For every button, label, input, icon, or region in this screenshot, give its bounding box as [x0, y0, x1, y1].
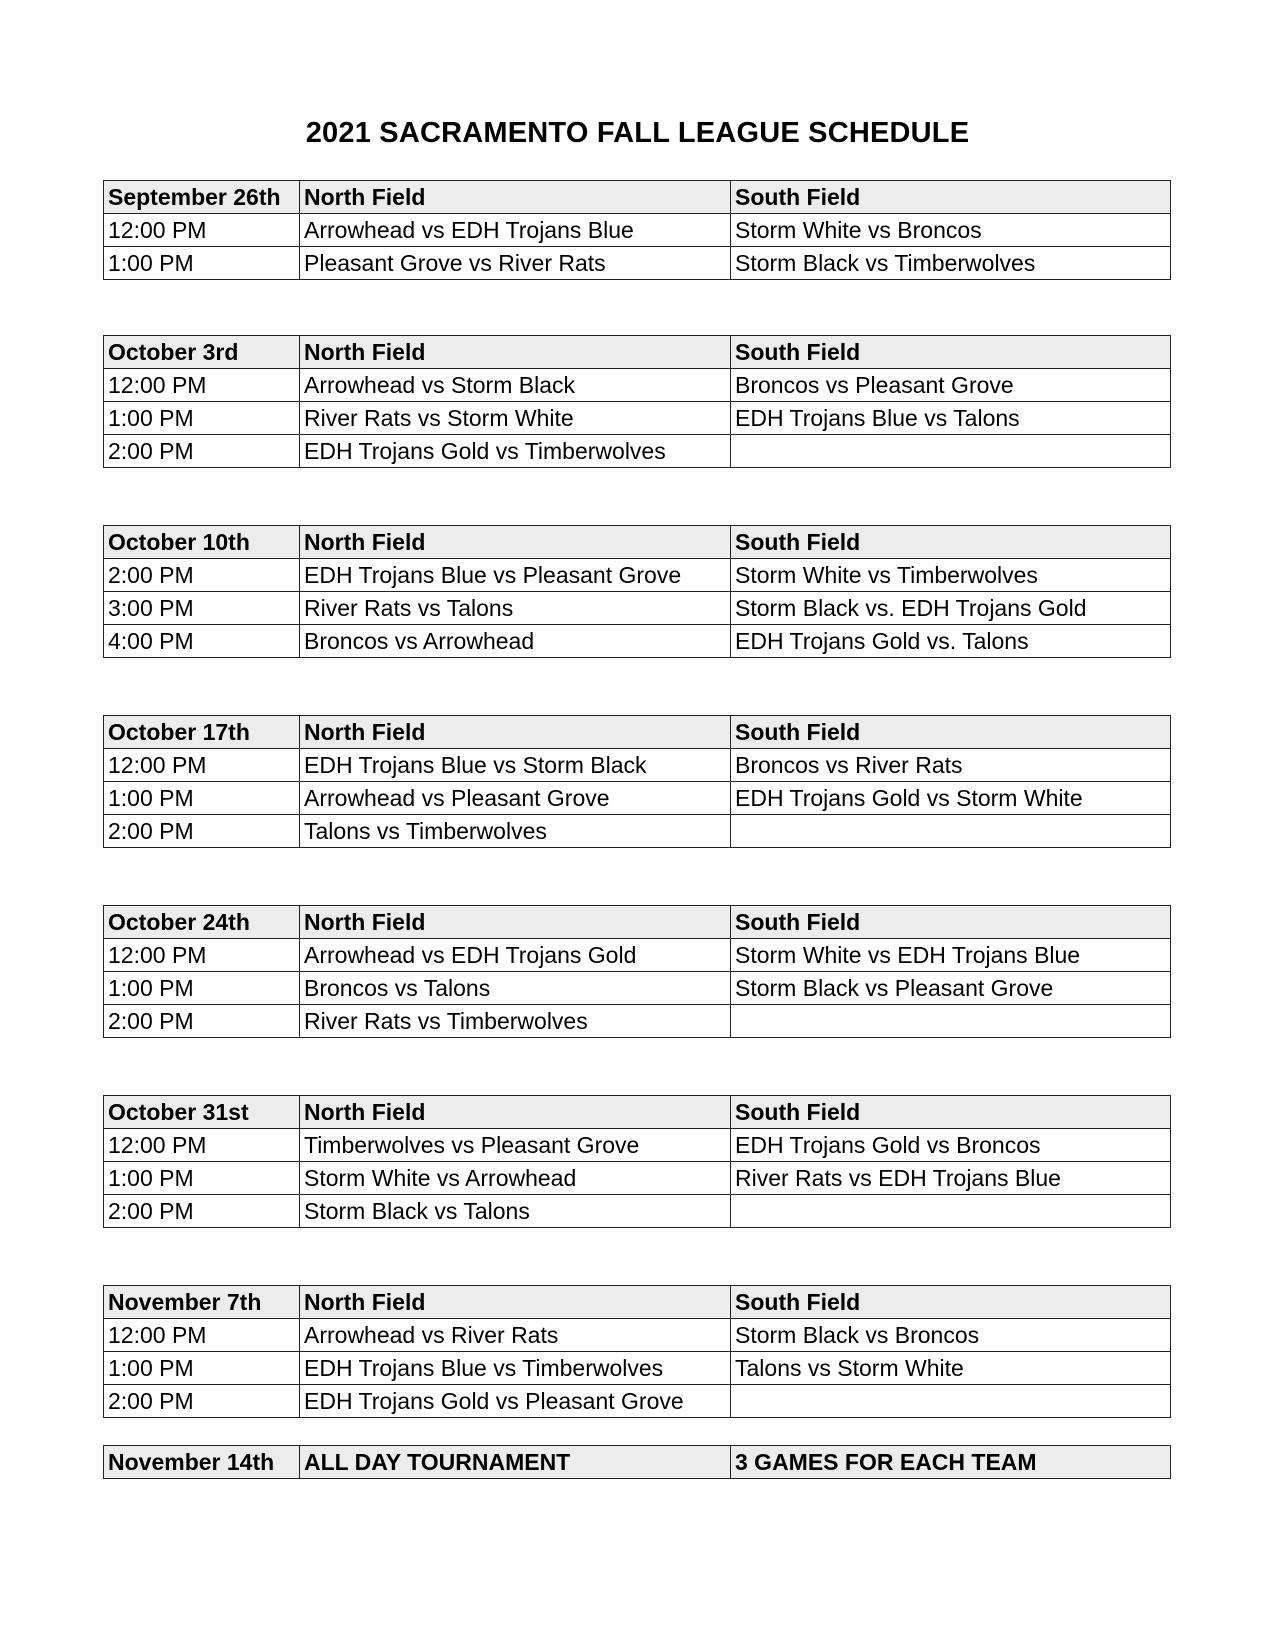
tournament-date: November 14th	[104, 1446, 300, 1479]
week-date: October 24th	[104, 906, 300, 939]
game-row	[104, 1129, 1171, 1162]
north-game: Pleasant Grove vs River Rats	[300, 247, 731, 280]
game-row	[104, 1005, 1171, 1038]
north-game: EDH Trojans Blue vs Timberwolves	[300, 1352, 731, 1385]
game-time: 12:00 PM	[104, 1319, 300, 1352]
game-row	[104, 625, 1171, 658]
south-game: Broncos vs Pleasant Grove	[731, 369, 1171, 402]
south-game: Storm Black vs Timberwolves	[731, 247, 1171, 280]
south-game: Storm White vs EDH Trojans Blue	[731, 939, 1171, 972]
week-date: November 7th	[104, 1286, 300, 1319]
game-row	[104, 369, 1171, 402]
game-row	[104, 782, 1171, 815]
game-time: 4:00 PM	[104, 625, 300, 658]
north-game: EDH Trojans Blue vs Storm Black	[300, 749, 731, 782]
south-game: Talons vs Storm White	[731, 1352, 1171, 1385]
game-time: 12:00 PM	[104, 1129, 300, 1162]
south-game: EDH Trojans Gold vs. Talons	[731, 625, 1171, 658]
game-row	[104, 1319, 1171, 1352]
week-header-row	[104, 336, 1171, 369]
week-table	[103, 180, 1171, 280]
north-game: Talons vs Timberwolves	[300, 815, 731, 848]
week-header-row	[104, 526, 1171, 559]
week-table	[103, 1285, 1171, 1418]
south-game: Storm Black vs Pleasant Grove	[731, 972, 1171, 1005]
week-date: October 10th	[104, 526, 300, 559]
game-row	[104, 402, 1171, 435]
game-time: 2:00 PM	[104, 1195, 300, 1228]
game-time: 12:00 PM	[104, 369, 300, 402]
game-time: 1:00 PM	[104, 247, 300, 280]
game-row	[104, 1195, 1171, 1228]
north-game: River Rats vs Storm White	[300, 402, 731, 435]
week-table	[103, 525, 1171, 658]
game-time: 2:00 PM	[104, 1385, 300, 1418]
south-field-header: South Field	[731, 1096, 1171, 1129]
south-game: EDH Trojans Blue vs Talons	[731, 402, 1171, 435]
week-table	[103, 905, 1171, 1038]
north-game: Arrowhead vs EDH Trojans Blue	[300, 214, 731, 247]
north-game: EDH Trojans Gold vs Pleasant Grove	[300, 1385, 731, 1418]
north-game: EDH Trojans Gold vs Timberwolves	[300, 435, 731, 468]
south-field-header: South Field	[731, 906, 1171, 939]
north-game: Broncos vs Talons	[300, 972, 731, 1005]
game-time: 1:00 PM	[104, 1352, 300, 1385]
game-time: 12:00 PM	[104, 939, 300, 972]
game-time: 12:00 PM	[104, 749, 300, 782]
week-header-row	[104, 906, 1171, 939]
tournament-event: ALL DAY TOURNAMENT	[300, 1446, 731, 1479]
south-game: Storm Black vs Broncos	[731, 1319, 1171, 1352]
north-game: Arrowhead vs EDH Trojans Gold	[300, 939, 731, 972]
north-game: River Rats vs Timberwolves	[300, 1005, 731, 1038]
game-time: 1:00 PM	[104, 1162, 300, 1195]
week-header-row	[104, 1286, 1171, 1319]
week-header-row	[104, 1096, 1171, 1129]
week-date: October 3rd	[104, 336, 300, 369]
game-row	[104, 749, 1171, 782]
game-row	[104, 815, 1171, 848]
page-title: 2021 SACRAMENTO FALL LEAGUE SCHEDULE	[305, 117, 970, 149]
south-game: Storm White vs Timberwolves	[731, 559, 1171, 592]
north-game: Storm Black vs Talons	[300, 1195, 731, 1228]
week-date: October 17th	[104, 716, 300, 749]
south-field-header: South Field	[731, 526, 1171, 559]
game-row	[104, 972, 1171, 1005]
north-field-header: North Field	[300, 906, 731, 939]
north-game: Broncos vs Arrowhead	[300, 625, 731, 658]
north-game: Arrowhead vs Pleasant Grove	[300, 782, 731, 815]
south-game	[731, 815, 1171, 848]
week-table	[103, 335, 1171, 468]
game-row	[104, 592, 1171, 625]
game-row	[104, 214, 1171, 247]
south-game: EDH Trojans Gold vs Storm White	[731, 782, 1171, 815]
south-game: EDH Trojans Gold vs Broncos	[731, 1129, 1171, 1162]
south-game	[731, 1005, 1171, 1038]
south-field-header: South Field	[731, 336, 1171, 369]
game-row	[104, 1385, 1171, 1418]
north-field-header: North Field	[300, 1286, 731, 1319]
game-time: 1:00 PM	[104, 972, 300, 1005]
north-game: EDH Trojans Blue vs Pleasant Grove	[300, 559, 731, 592]
north-game: River Rats vs Talons	[300, 592, 731, 625]
north-field-header: North Field	[300, 1096, 731, 1129]
south-game: Storm White vs Broncos	[731, 214, 1171, 247]
game-time: 2:00 PM	[104, 815, 300, 848]
south-game	[731, 1385, 1171, 1418]
north-game: Storm White vs Arrowhead	[300, 1162, 731, 1195]
week-header-row	[104, 716, 1171, 749]
north-game: Arrowhead vs Storm Black	[300, 369, 731, 402]
week-date: October 31st	[104, 1096, 300, 1129]
game-row	[104, 1352, 1171, 1385]
north-game: Arrowhead vs River Rats	[300, 1319, 731, 1352]
week-date: September 26th	[104, 181, 300, 214]
tournament-note: 3 GAMES FOR EACH TEAM	[731, 1446, 1171, 1479]
week-header-row	[104, 181, 1171, 214]
south-game: Broncos vs River Rats	[731, 749, 1171, 782]
tournament-row	[104, 1446, 1171, 1479]
south-game: River Rats vs EDH Trojans Blue	[731, 1162, 1171, 1195]
north-field-header: North Field	[300, 716, 731, 749]
week-table	[103, 715, 1171, 848]
south-game: Storm Black vs. EDH Trojans Gold	[731, 592, 1171, 625]
north-field-header: North Field	[300, 336, 731, 369]
game-row	[104, 939, 1171, 972]
north-field-header: North Field	[300, 526, 731, 559]
week-table	[103, 1095, 1171, 1228]
game-time: 3:00 PM	[104, 592, 300, 625]
game-row	[104, 559, 1171, 592]
south-field-header: South Field	[731, 181, 1171, 214]
game-time: 2:00 PM	[104, 559, 300, 592]
game-time: 2:00 PM	[104, 1005, 300, 1038]
north-game: Timberwolves vs Pleasant Grove	[300, 1129, 731, 1162]
game-time: 2:00 PM	[104, 435, 300, 468]
game-time: 12:00 PM	[104, 214, 300, 247]
game-row	[104, 247, 1171, 280]
south-field-header: South Field	[731, 716, 1171, 749]
game-time: 1:00 PM	[104, 402, 300, 435]
south-game	[731, 435, 1171, 468]
game-time: 1:00 PM	[104, 782, 300, 815]
game-row	[104, 435, 1171, 468]
game-row	[104, 1162, 1171, 1195]
south-game	[731, 1195, 1171, 1228]
north-field-header: North Field	[300, 181, 731, 214]
tournament-table	[103, 1445, 1171, 1479]
south-field-header: South Field	[731, 1286, 1171, 1319]
